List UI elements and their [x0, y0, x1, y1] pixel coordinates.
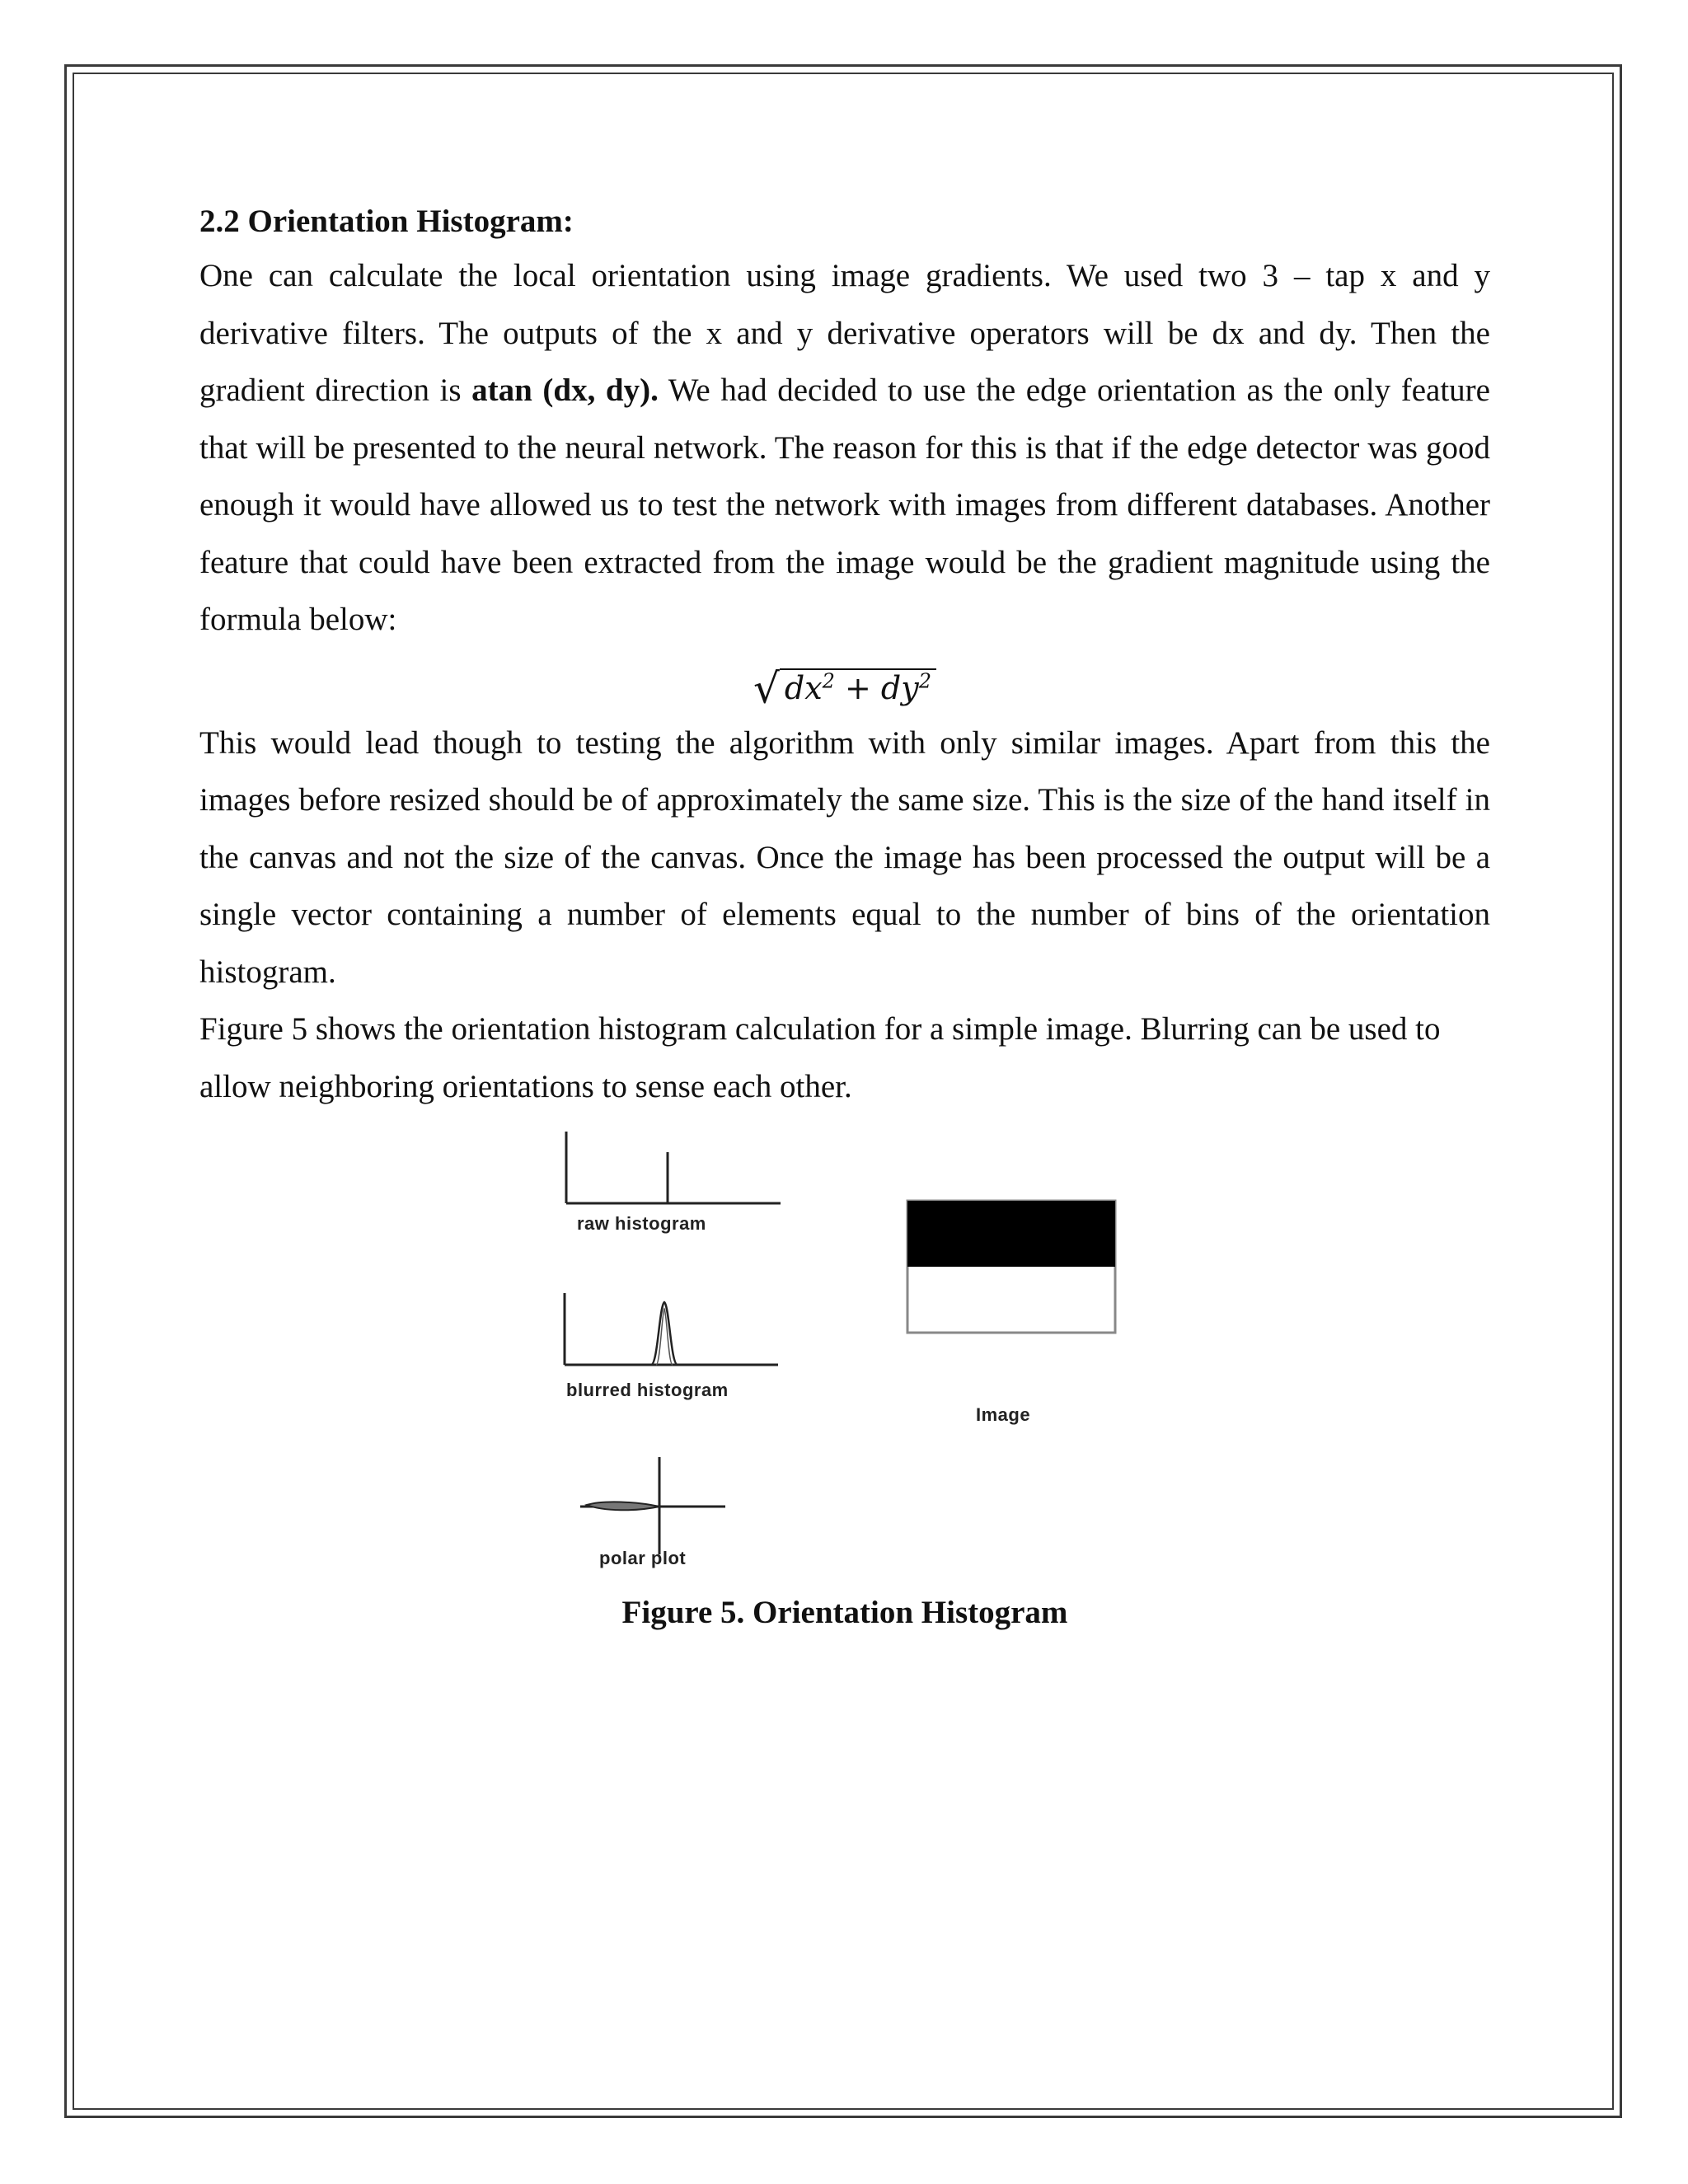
paragraph-similar-images: This would lead though to testing the algorithm with only similar images. Apart from this the images before resized should be of approximately the same size. This is the size of the hand itself in the canvas and not the size of the canvas. Once the image has been processed the output will be a single vector containing a number of elements equal to the number of bins of the orientation histogram. [199, 724, 1490, 990]
raw-histogram-label: raw histogram [577, 1213, 706, 1234]
radical-sign: √ [753, 664, 780, 713]
radicand [780, 668, 936, 706]
blurred-histogram-label: blurred histogram [566, 1380, 729, 1400]
polar-plot [579, 1454, 743, 1561]
paragraph-text: We had decided to use the edge orientation as the only feature that will be presented to the neural network. The reason for this is that if the edge detector was good enough it would have allowed us to test the network with images from different databases. Another feature that could have been extracted from the image would be the gradient magnitude using the formula below: [199, 373, 1490, 637]
atan-expression: atan (dx, dy). [471, 373, 659, 408]
page-content [199, 196, 1490, 1630]
figure-caption: Figure 5. Orientation Histogram [621, 1595, 1068, 1630]
blurred-histogram-plot [562, 1289, 793, 1371]
paragraph-gradients [199, 247, 1490, 649]
formula-plus: + [834, 670, 881, 707]
figure-5 [199, 1127, 1490, 1589]
polar-plot-label: polar plot [599, 1548, 687, 1568]
image-label: Image [976, 1404, 1031, 1425]
sample-image [905, 1198, 1119, 1338]
formula-term-dx: dx [784, 670, 823, 707]
formula-term-dy: dy [880, 670, 919, 707]
formula-exponent: 2 [822, 669, 835, 693]
raw-histogram-plot [562, 1127, 793, 1210]
paragraph-text: One can calculate the local orientation using image gradients. We used two 3 – tap x and y derivative filters. The outputs of the x and y derivative operators will be dx and dy. Then the gradient direction is [199, 258, 1490, 408]
formula-exponent: 2 [918, 669, 931, 693]
section-heading: 2.2 Orientation Histogram: [199, 204, 574, 239]
paragraph-figure-reference: Figure 5 shows the orientation histogram calculation for a simple image. Blurring can be used to allow neighboring orientations to sense each other. [199, 1011, 1441, 1104]
gradient-magnitude-formula [199, 649, 1490, 715]
